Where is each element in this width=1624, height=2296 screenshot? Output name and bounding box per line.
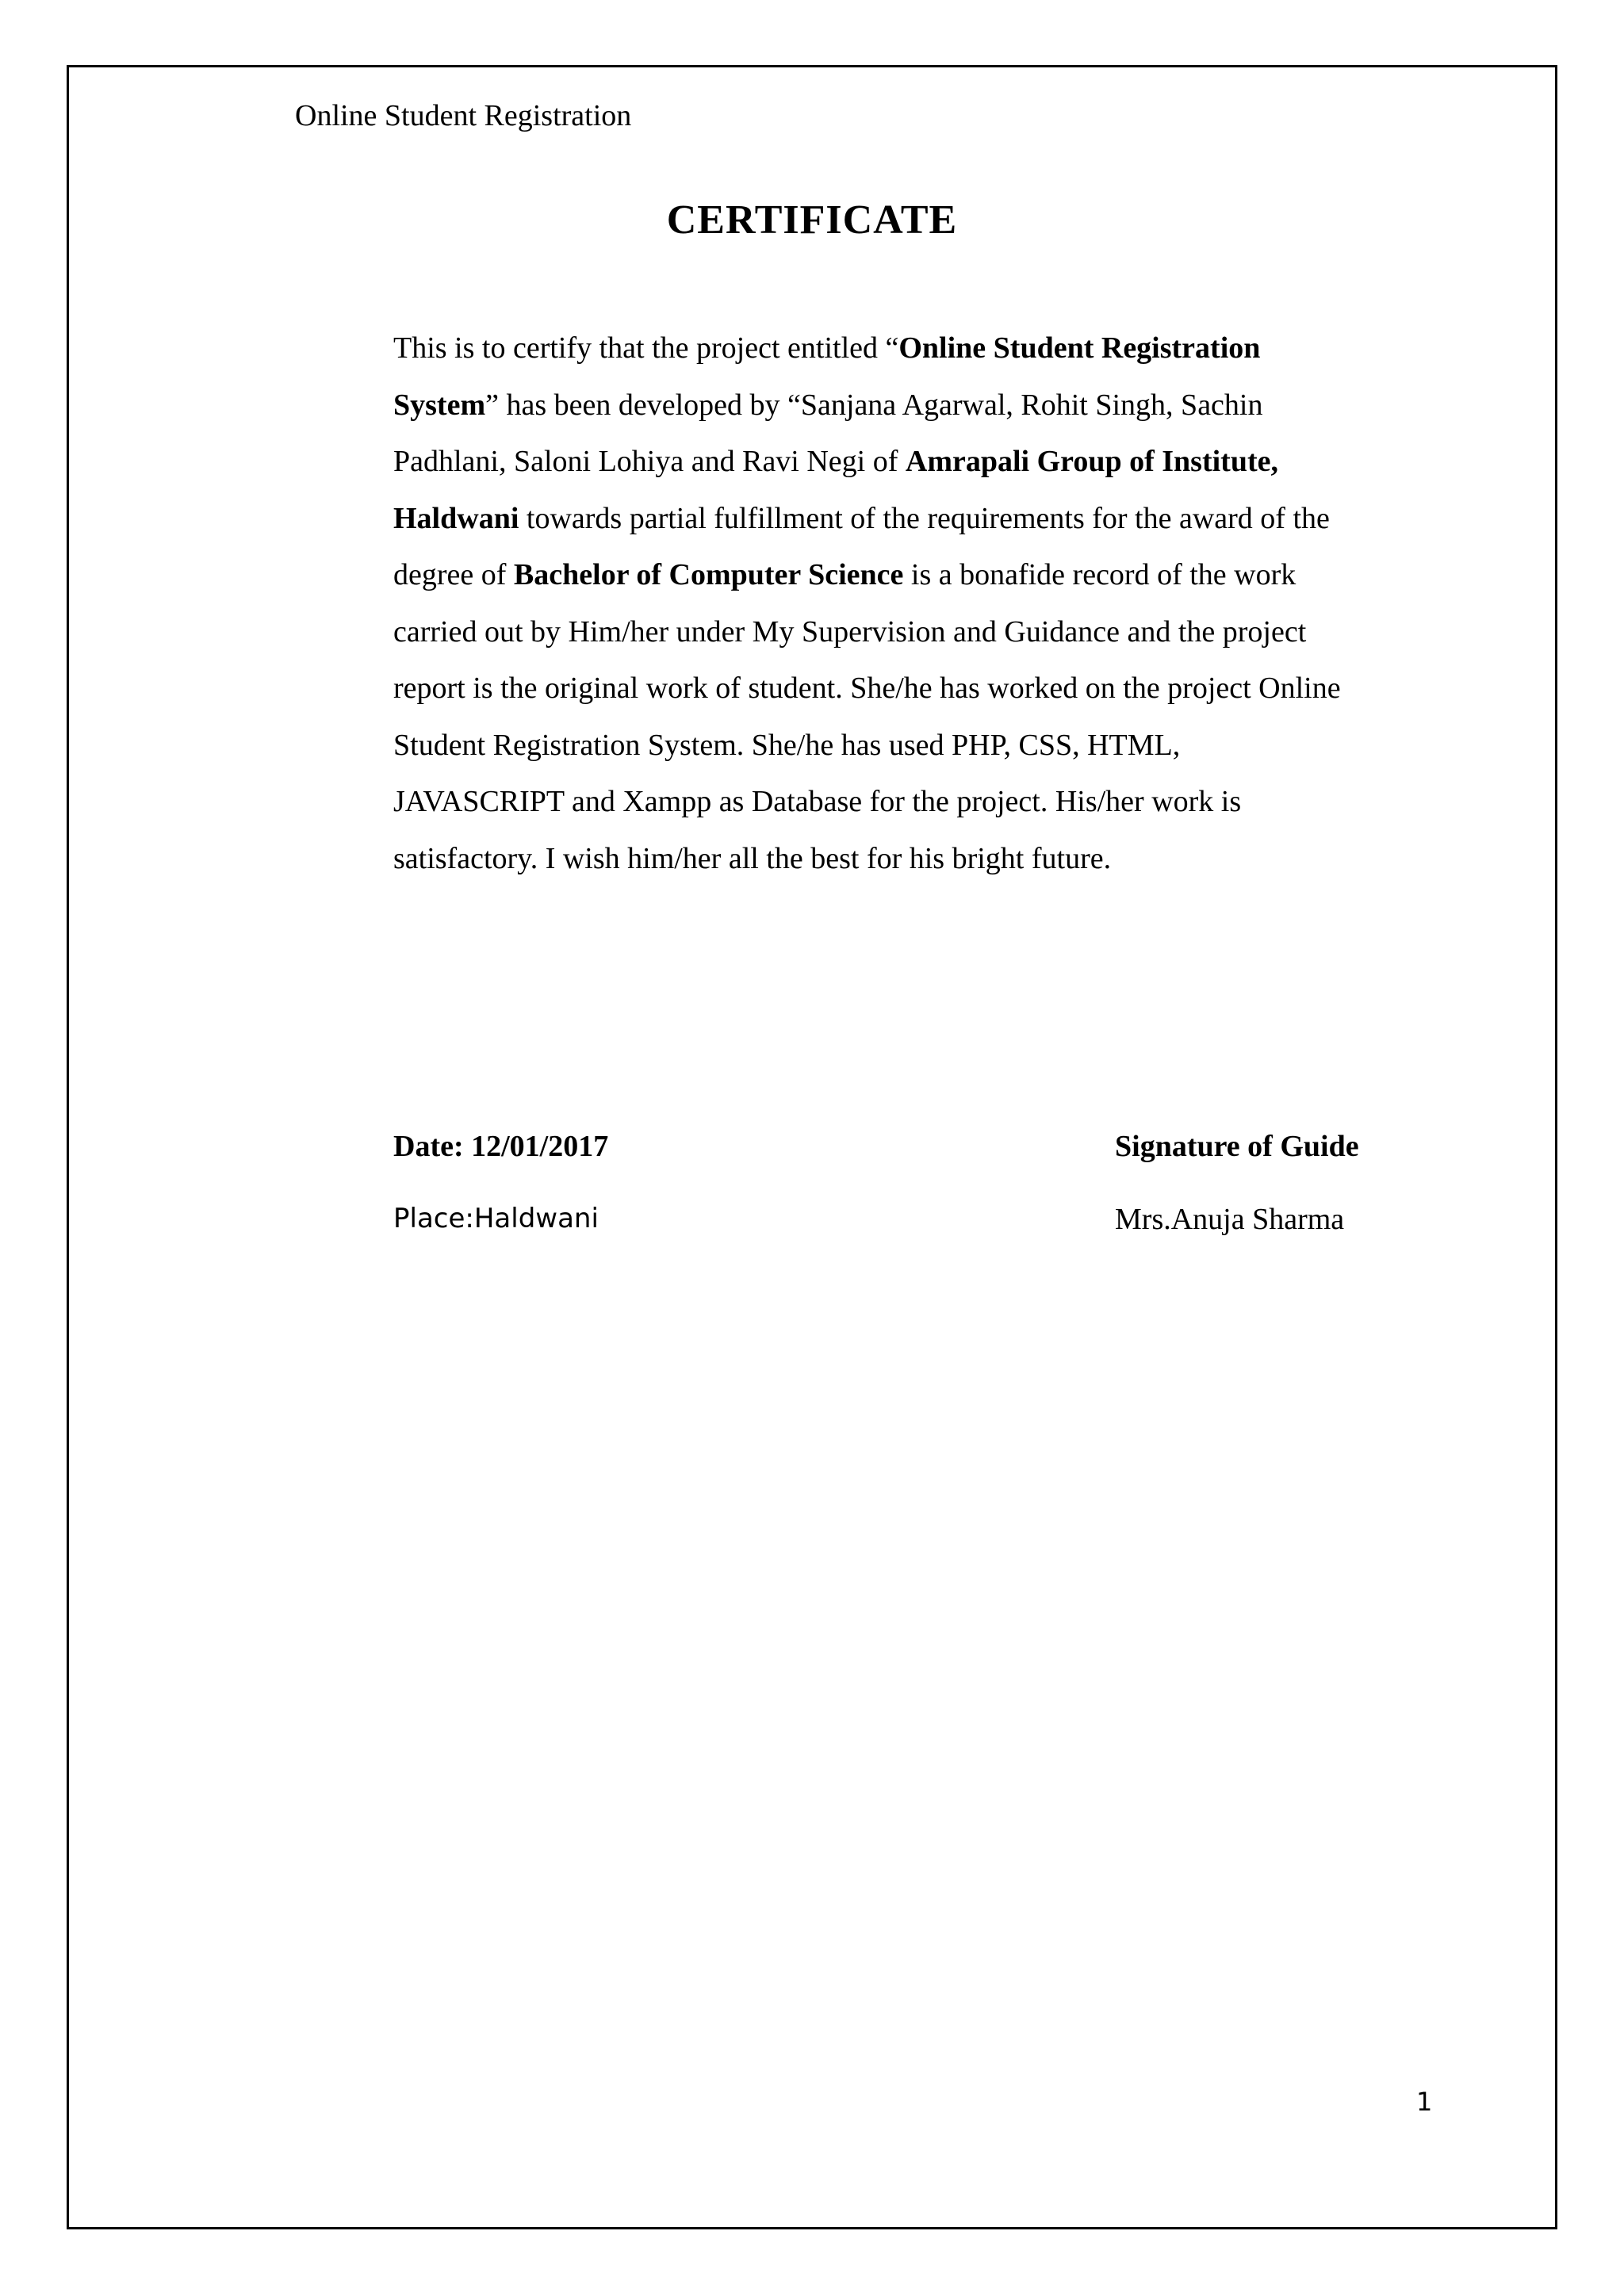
body-text-segment: degree of	[393, 558, 514, 591]
body-text-segment: report is the original work of student. She/he has worked on the project Online	[393, 672, 1341, 705]
certificate-body	[393, 320, 1440, 887]
body-emphasis: Amrapali Group of Institute,	[905, 445, 1278, 478]
body-line	[393, 774, 1440, 831]
body-line	[393, 547, 1440, 604]
body-text-segment: carried out by Him/her under My Supervision and Guidance and the project	[393, 614, 1307, 649]
guide-name: Mrs.Anuja Sharma	[1115, 1203, 1345, 1236]
body-text-segment: Student Registration System. She/he has used PHP, CSS, HTML,	[393, 728, 1181, 762]
body-line	[393, 604, 1440, 661]
body-text-segment: ” has been developed by “Sanjana Agarwal, Rohit Singh, Sachin	[485, 388, 1263, 422]
page-number: 1	[1416, 2087, 1433, 2117]
date-label: Date: 12/01/2017	[393, 1130, 609, 1163]
body-text-segment: Padhlani, Saloni Lohiya and Ravi Negi of	[393, 445, 906, 478]
body-emphasis: System	[393, 388, 486, 422]
body-text-segment: is a bonafide record of the work	[903, 558, 1297, 591]
body-emphasis: Bachelor of Computer Science	[513, 558, 904, 591]
body-emphasis: Haldwani	[393, 501, 519, 535]
signature-label: Signature of Guide	[1115, 1130, 1359, 1163]
body-line	[393, 434, 1440, 491]
body-line	[393, 718, 1440, 775]
body-text-segment: towards partial fulfillment of the requirements for the award of the	[519, 501, 1330, 535]
body-line	[393, 377, 1440, 434]
body-line	[393, 320, 1440, 377]
body-text-segment: This is to certify that the project entitled “	[393, 331, 899, 365]
body-text-segment: satisfactory. I wish him/her all the best for his bright future.	[393, 841, 1112, 875]
certificate-title: CERTIFICATE	[666, 197, 958, 243]
body-emphasis: Online Student Registration	[898, 331, 1261, 365]
body-text-segment: JAVASCRIPT and Xampp as Database for the project. His/her work is	[393, 785, 1242, 818]
running-header: Online Student Registration	[295, 99, 632, 132]
body-line	[393, 831, 1440, 888]
body-line	[393, 491, 1440, 548]
body-line	[393, 660, 1440, 718]
place-label: Place:Haldwani	[393, 1203, 599, 1234]
